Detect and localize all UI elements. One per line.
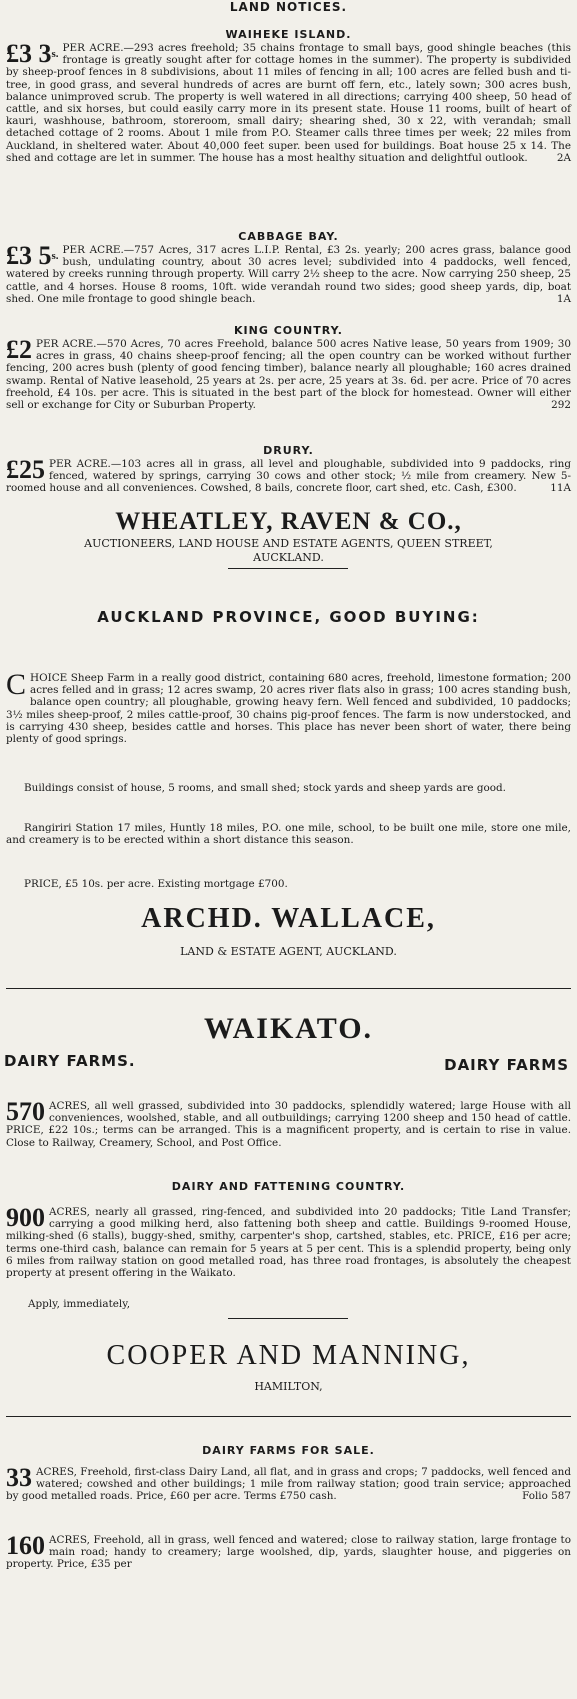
price-paragraph: PRICE, £5 10s. per acre. Existing mortgage £700. [24,878,288,890]
ref-drury: 11A [550,482,571,495]
sheep-farm-description: C HOICE Sheep Farm in a really good district, containing 680 acres, freehold, limestone formation; 200 acres felled and in grass; 12 acres swamp, 20 acres river flats also in grass; 100 acres standing bush, balance open country; all ploughable, growing heavy fern. Well fenced and subdivided, 10 paddocks; 3½ miles sheep-proof, 2 miles cattle-proof, 30 chains pig-proof fences. The farm is now understocked, and is carrying 430 sheep, besides cattle and horses. This place has never been short of water, there being plenty of good springs. [6,668,571,746]
ref-waiheke: 2A [556,151,571,164]
dairy-fattening-heading: DAIRY AND FATTENING COUNTRY. [171,1180,406,1193]
firm-name-wheatley-raven: WHEATLEY, RAVEN & CO., [115,508,462,535]
location-heading-waiheke: WAIHEKE ISLAND. [225,28,352,41]
section-divider [6,988,571,989]
agent-city-hamilton: HAMILTON, [254,1380,323,1393]
location-heading-king-country: KING COUNTRY. [234,324,343,337]
dairy-farms-left-heading: DAIRY FARMS. [4,1052,136,1070]
divider [228,1318,348,1319]
ref-folio-587: Folio 587 [522,1490,571,1503]
price-cabbage-bay: £3 $5^{s.}$ [6,241,59,270]
dairy-farms-for-sale-heading: DAIRY FARMS FOR SALE. [202,1444,375,1457]
price-drury: £25 [6,455,45,484]
auckland-province-heading: AUCKLAND PROVINCE, GOOD BUYING: [97,608,480,626]
firm-city: AUCKLAND. [253,551,324,564]
acreage-900: 900 [6,1203,45,1232]
ref-king-country: 292 [551,399,571,412]
apply-line: Apply, immediately, [28,1298,131,1310]
drop-cap: C [6,668,27,701]
waikato-heading: WAIKATO. [203,1012,374,1045]
agent-name-archd-wallace: ARCHD. WALLACE, [141,903,436,934]
acreage-160: 160 [6,1531,45,1560]
dairy-farms-right-heading: DAIRY FARMS [444,1056,569,1074]
acreage-33: 33 [6,1463,32,1492]
price-waiheke: £3 $3^{s.}$ [6,39,59,68]
agent-description-wallace: LAND & ESTATE AGENT, AUCKLAND. [180,945,397,958]
location-heading-cabbage-bay: CABBAGE BAY. [238,230,339,243]
listing-waiheke: £3 $3^{s.}$ PER ACRE.—293 acres freehold; 35 chains frontage to small bays, good shingle beaches (this frontage is greatly sought after for cottage homes in the summer). The property is subdivided by sheep-proof fences in 8 subdivisions, about 11 miles of fencing in all; 100 acres are felled bush and ti-tree, in good grass, and several hundreds of acres are burnt off fern, etc., lately sown; 300 acres bush, balance unimproved scrub. The property is well watered in all directions; carrying 400 sheep, 50 head of cattle, and six horses, but could easily carry more in its present state. House 11 rooms, built of heart of kauri, washhouse, bathroom, storeroom, small dairy; shearing shed, 30 x 22, with verandah; small detached cottage of 2 rooms. About 1 mile from P.O. Steamer calls three times per week; 22 miles from Auckland, in sheltered water. About 40,000 feet super. been used for buildings. Boat house 25 x 14. The shed and cottage are let in summer. The house has a most healthy situation and delightful outlook. 2A [6,39,571,164]
agent-name-cooper-manning: COOPER AND MANNING, [106,1340,471,1371]
location-paragraph: Rangiriri Station 17 miles, Huntly 18 miles, P.O. one mile, school, to be built one mile, store one mile, and creamery is to be erected within a short distance this season. [6,822,571,847]
location-heading-drury: DRURY. [263,444,314,457]
listing-570-acres: 570 ACRES, all well grassed, subdivided into 30 paddocks, splendidly watered; large House with all conveniences, woolshed, stable, and all outbuildings; carrying 1200 sheep and 150 head of cattle. PRICE, £22 10s.; terms can be arranged. This is a magnificent property, and is certain to rise in value. Close to Railway, Creamery, School, and Post Office. [6,1097,571,1149]
acreage-570: 570 [6,1097,45,1126]
price-king-country: £2 [6,335,32,364]
listing-king-country: £2 PER ACRE.—570 Acres, 70 acres Freehold, balance 500 acres Native lease, 50 years from 1909; 30 acres in grass, 40 chains sheep-proof fencing; all the open country can be worked without further fencing, 200 acres bush (plenty of good fencing timber), balance nearly all ploughable; 160 acres drained swamp. Rental of Native leasehold, 25 years at 2s. per acre, 25 years at 3s. 6d. per acre. Price of 70 acres freehold, £4 10s. per acre. This is situated in the best part of the block for homestead. Owner will either sell or exchange for City or Suburban Property. 292 [6,335,571,412]
ref-cabbage-bay: 1A [556,292,571,305]
firm-description: AUCTIONEERS, LAND HOUSE AND ESTATE AGENTS, QUEEN STREET, [84,537,493,550]
divider [228,568,348,569]
section-divider [6,1416,571,1417]
buildings-paragraph: Buildings consist of house, 5 rooms, and small shed; stock yards and sheep yards are good. [24,782,506,794]
listing-33-acres: 33 ACRES, Freehold, first-class Dairy Land, all flat, and in grass and crops; 7 paddocks, well fenced and watered; cowshed and other buildings; 1 mile from railway station; good train service; approached by good metalled roads. Price, £60 per acre. Terms £750 cash. Folio 587 [6,1463,571,1503]
listing-cabbage-bay: £3 $5^{s.}$ PER ACRE.—757 Acres, 317 acres L.I.P. Rental, £3 2s. yearly; 200 acres grass, balance good bush, undulating country, about 30 acres level; subdivided into 4 paddocks, well fenced, watered by creeks running through property. Will carry 2½ sheep to the acre. Now carrying 250 sheep, 25 cattle, and 4 horses. House 8 rooms, 10ft. wide verandah round two sides; good sheep yards, dip, boat shed. One mile frontage to good shingle beach. 1A [6,241,571,305]
listing-900-acres: 900 ACRES, nearly all grassed, ring-fenced, and subdivided into 20 paddocks; Title Land Transfer; carrying a good milking herd, also fattening both sheep and cattle. Buildings 9-roomed House, milking-shed (6 stalls), buggy-shed, smithy, carpenter's shop, cartshed, stables, etc. PRICE, £16 per acre; terms one-third cash, balance can remain for 5 years at 5 per cent. This is a splendid property, being only 6 miles from railway station on good metalled road, has three road frontages, is absolutely the cheapest property at present offering in the Waikato. [6,1203,571,1280]
land-notices-heading: LAND NOTICES. [229,0,348,14]
listing-drury: £25 PER ACRE.—103 acres all in grass, all level and ploughable, subdivided into 9 paddocks, ring fenced, watered by springs, carrying 30 cows and other stock; ½ mile from creamery. New 5-roomed house and all conveniences. Cowshed, 8 bails, concrete floor, cart shed, etc. Cash, £300. 11A [6,455,571,495]
listing-160-acres: 160 ACRES, Freehold, all in grass, well fenced and watered; close to railway station, large frontage to main road; handy to creamery; large woolshed, dip, yards, slaughter house, and piggeries on property. Price, £35 per [6,1531,571,1571]
